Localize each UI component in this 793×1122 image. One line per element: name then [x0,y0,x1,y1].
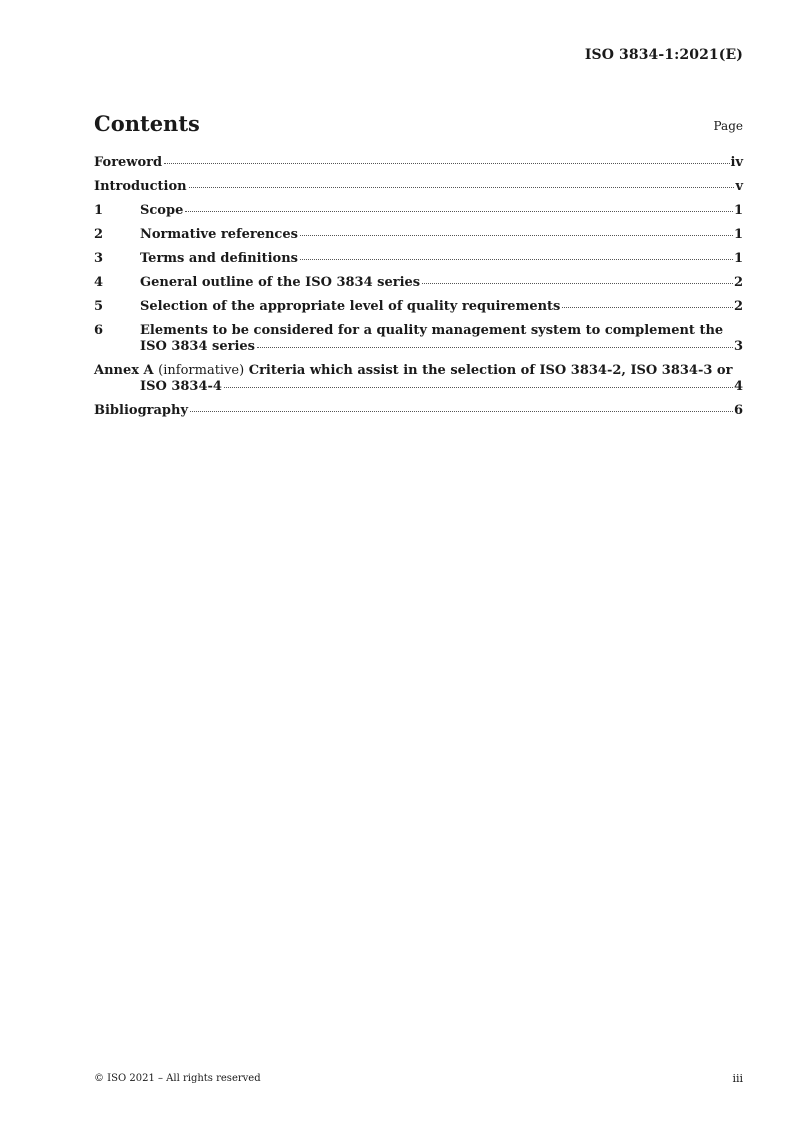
copyright-notice: © ISO 2021 – All rights reserved [94,1073,261,1084]
toc-entry-clause-1[interactable] [94,203,743,227]
dot-leader [562,307,733,308]
dot-leader [257,347,733,348]
toc-entry-title: Scope [140,203,184,218]
page-column-label: Page [713,119,743,133]
toc-entry-page: iv [730,155,743,170]
toc-entry-page: 4 [733,379,743,394]
toc-entry-page: 6 [733,403,743,418]
clause-number: 5 [94,299,104,314]
clause-number: 2 [94,227,104,242]
clause-number: 1 [94,203,104,218]
toc-entry-clause-2[interactable] [94,227,743,251]
toc-entry-annex-a[interactable] [94,363,743,403]
toc-entry-title-line-2: ISO 3834-4 [140,379,222,394]
dot-leader [190,411,733,412]
toc-entry-title-line-1: Criteria which assist in the selection of ISO 3834-2, ISO 3834-3 or [248,363,733,378]
clause-number: 4 [94,275,104,290]
toc-entry-page: 1 [733,203,743,218]
dot-leader [300,259,733,260]
toc-entry-bibliography[interactable] [94,403,743,427]
contents-heading: Contents [94,111,200,136]
annex-kind: (informative) [158,363,245,378]
toc-entry-title-line-2: ISO 3834 series [140,339,255,354]
toc-entry-title: General outline of the ISO 3834 series [140,275,421,290]
clause-number: 3 [94,251,104,266]
dot-leader [164,163,729,164]
toc-entry-clause-5[interactable] [94,299,743,323]
dot-leader [300,235,733,236]
dot-leader [189,187,735,188]
dot-leader [185,211,733,212]
toc-entry-foreword[interactable] [94,155,743,179]
toc-entry-page: 3 [733,339,743,354]
toc-entry-page: 1 [733,227,743,242]
toc-entry-title: Introduction [94,179,187,194]
toc-entry-page: 2 [733,299,743,314]
toc-entry-title: Selection of the appropriate level of quality requirements [140,299,561,314]
dot-leader [422,283,733,284]
toc-entry-title: Foreword [94,155,163,170]
toc-entry-title-line-1: Elements to be considered for a quality management system to complement the [140,323,724,338]
clause-number: 6 [94,323,104,338]
toc-entry-page: 1 [733,251,743,266]
toc-entry-clause-6[interactable] [94,323,743,363]
table-of-contents [94,155,743,427]
dot-leader [224,387,733,388]
document-id: ISO 3834-1:2021(E) [584,47,743,63]
annex-label: Annex A [94,363,154,378]
page-number: iii [732,1072,743,1085]
toc-entry-title: Bibliography [94,403,189,418]
toc-entry-introduction[interactable] [94,179,743,203]
toc-entry-title: Terms and definitions [140,251,298,266]
toc-entry-title: Normative references [140,227,298,242]
toc-entry-page: v [735,179,743,194]
toc-entry-clause-4[interactable] [94,275,743,299]
toc-entry-clause-3[interactable] [94,251,743,275]
toc-entry-page: 2 [733,275,743,290]
